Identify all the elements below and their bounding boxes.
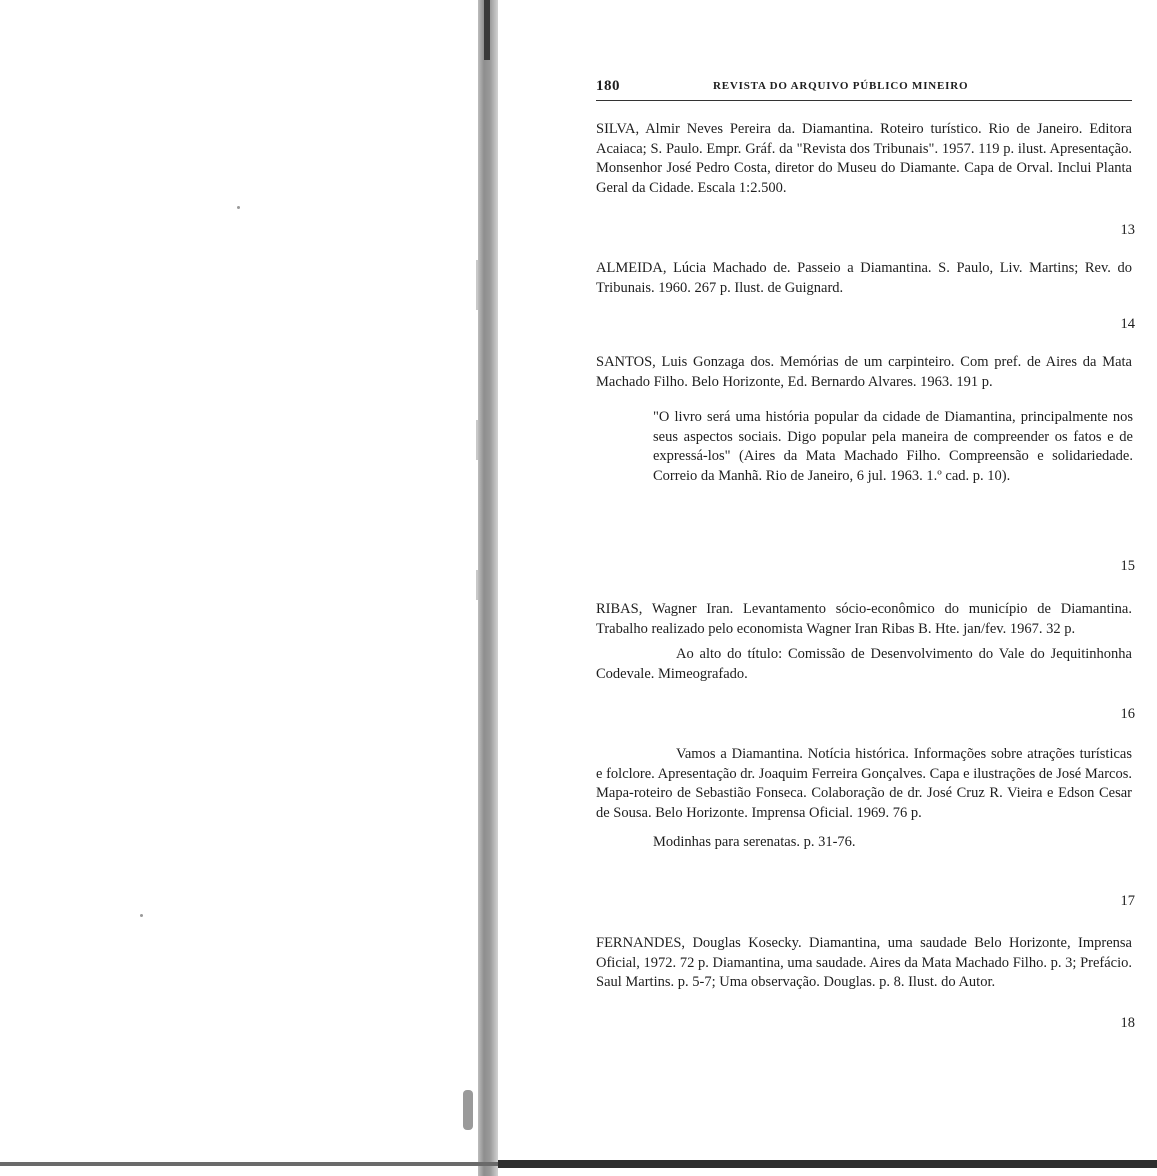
bibliography-entry	[596, 600, 1132, 684]
entry-number: 17	[1120, 893, 1135, 909]
entry-number: 14	[1120, 316, 1135, 332]
entry-number: 15	[1120, 558, 1135, 574]
entry-text: ALMEIDA, Lúcia Machado de. Passeio a Diamantina. S. Paulo, Liv. Martins; Rev. do Tribunais. 1960. 267 p. Ilust. de Guignard.	[596, 260, 1132, 296]
bibliography-entry	[596, 353, 1132, 486]
entry-note: Modinhas para serenatas. p. 31-76.	[653, 834, 856, 850]
header-rule	[596, 100, 1132, 101]
entry-number: 13	[1120, 222, 1135, 238]
entry-text: RIBAS, Wagner Iran. Levantamento sócio-econômico do município de Diamantina. Trabalho realizado pelo economista Wagner Iran Ribas B. Hte. jan/fev. 1967. 32 p.	[596, 601, 1132, 637]
bibliography-entry	[596, 259, 1132, 298]
bibliography-entry	[596, 934, 1132, 993]
journal-title: REVISTA DO ARQUIVO PÚBLICO MINEIRO	[713, 80, 969, 92]
entry-note: Ao alto do título: Comissão de Desenvolvimento do Vale do Jequitinhonha Codevale. Mimeografado.	[596, 646, 1132, 682]
bibliography-entry	[596, 120, 1132, 198]
scan-mark	[476, 260, 478, 310]
scan-bottom-edge-dark	[498, 1160, 1157, 1168]
entry-text: SILVA, Almir Neves Pereira da. Diamantina. Roteiro turístico. Rio de Janeiro. Editora Acaiaca; S. Paulo. Empr. Gráf. da "Revista dos Tribunais". 1957. 119 p. ilust. Apresentação. Monsenhor José Pedro Costa, diretor do Museu do Diamante. Capa de Orval. Inclui Planta Geral da Cidade. Escala 1:2.500.	[596, 121, 1132, 196]
entry-text: SANTOS, Luis Gonzaga dos. Memórias de um carpinteiro. Com pref. de Aires da Mata Machado Filho. Belo Horizonte, Ed. Bernardo Alvares. 1963. 191 p.	[596, 354, 1132, 390]
gutter-smudge	[463, 1090, 473, 1130]
entry-text: FERNANDES, Douglas Kosecky. Diamantina, uma saudade Belo Horizonte, Imprensa Oficial, 1972. 72 p. Diamantina, uma saudade. Aires da Mata Machado Filho. p. 3; Prefácio. Saul Martins. p. 5-7; Uma observação. Douglas. p. 8. Ilust. do Autor.	[596, 935, 1132, 990]
bibliography-entry	[596, 745, 1132, 853]
page-gutter-shadow	[478, 0, 498, 1176]
gutter-dark-mark	[484, 0, 490, 60]
page-number: 180	[596, 78, 620, 94]
scan-mark	[476, 420, 478, 460]
entry-quote: "O livro será uma história popular da cidade de Diamantina, principalmente nos seus aspectos sociais. Digo popular pela maneira de compreender os fatos e de expressá-los" (Aires da Mata Machado Filho. Compreensão e solidariedade. Correio da Manhã. Rio de Janeiro, 6 jul. 1963. 1.º cad. p. 10).	[653, 409, 1133, 484]
scan-speck	[237, 206, 240, 209]
scan-speck	[140, 914, 143, 917]
scan-mark	[476, 570, 478, 600]
entry-number: 16	[1120, 706, 1135, 722]
entry-text: Vamos a Diamantina. Notícia histórica. Informações sobre atrações turísticas e folclore. Apresentação dr. Joaquim Ferreira Gonçalves. Capa e ilustrações de José Marcos. Mapa-roteiro de Sebastião Fonseca. Colaboração de dr. José Cruz R. Vieira e Edson Cesar de Sousa. Belo Horizonte. Imprensa Oficial. 1969. 76 p.	[596, 746, 1132, 821]
entry-number: 18	[1120, 1015, 1135, 1031]
